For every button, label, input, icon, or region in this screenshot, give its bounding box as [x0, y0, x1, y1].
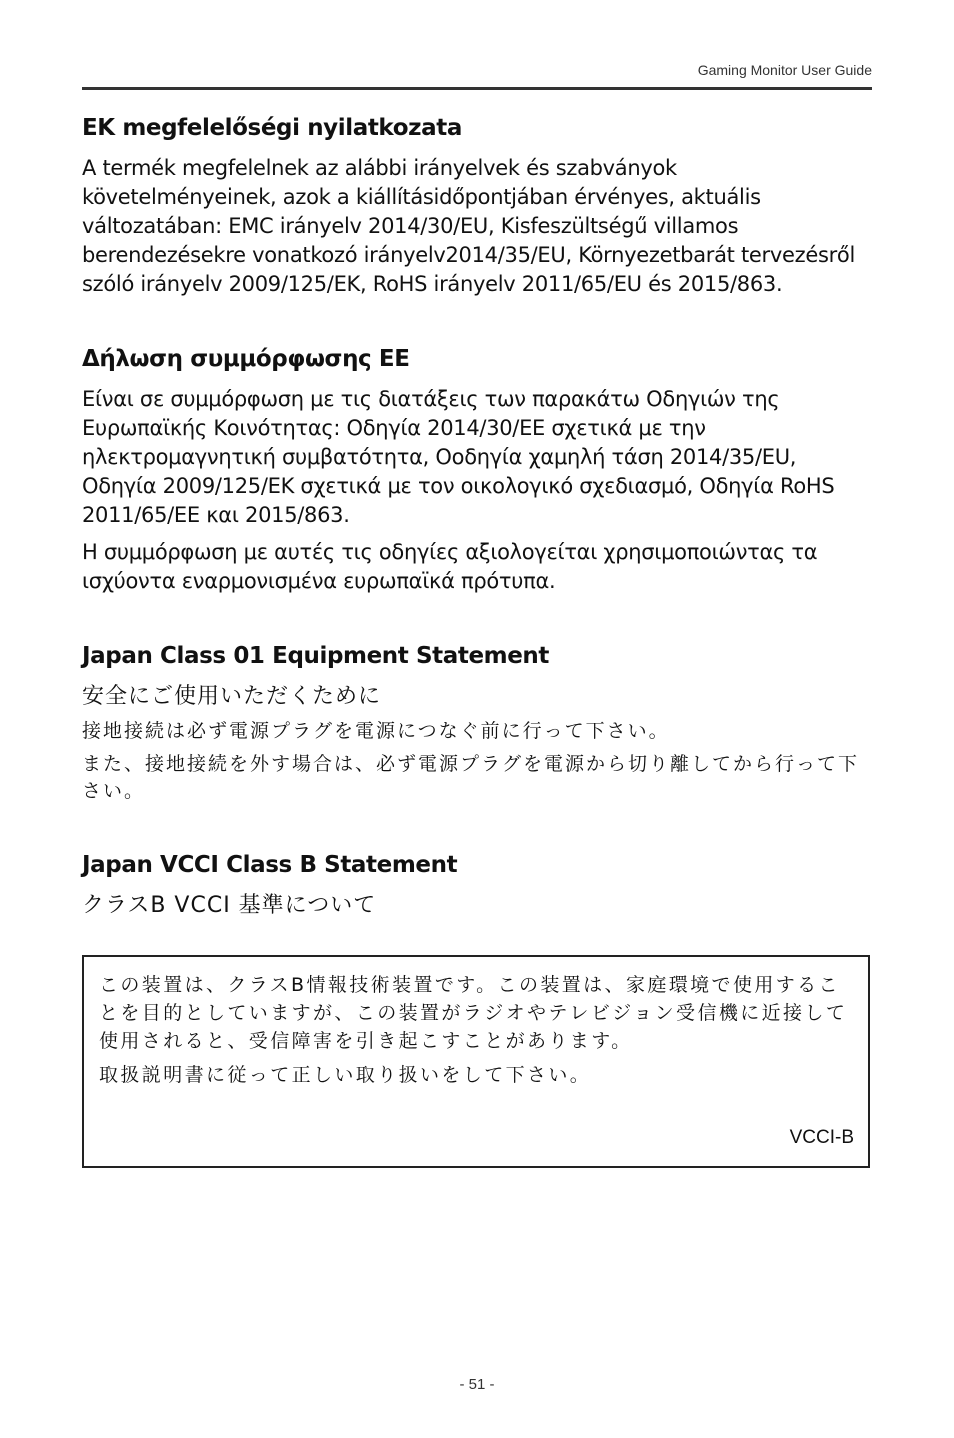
- page-number: - 51 -: [459, 1376, 495, 1393]
- header-rule: [82, 87, 872, 90]
- section-heading: Japan Class 01 Equipment Statement: [82, 643, 549, 669]
- section-paragraph: A termék megfelelnek az alábbi irányelvek és szabványok követelményeinek, azok a kiállításidőpontjában érvényes, aktuális változatában: EMC irányelv 2014/30/EU, Kisfeszültségű villamos berendezésekre vonatkozó irányelv2014/35/EU, Környezetbarát tervezésről szóló irányelv 2009/125/EK, RoHS irányelv 2011/65/EU és 2015/863.: [82, 156, 856, 296]
- japanese-subtitle: クラスB VCCI 基準について: [82, 893, 377, 918]
- japanese-paragraph: 接地接続は必ず電源プラグを電源につなぐ前に行って下さい。: [82, 720, 670, 742]
- page-content: [82, 112, 872, 965]
- japanese-paragraph: また、接地接続を外す場合は、必ず電源プラグを電源から切り離してから行って下さい。: [82, 753, 860, 802]
- section-japan-vcci: [82, 849, 872, 921]
- section-japan-class01: [82, 640, 872, 805]
- vcci-label: VCCI-B: [789, 1127, 854, 1148]
- section-paragraph: Είναι σε συμμόρφωση με τις διατάξεις των παρακάτω Οδηγιών της Ευρωπαϊκής Κοινότητας: Οδηγία 2014/30/ΕΕ σχετικά με την ηλεκτρομαγνητική συμβατότητα, Οοδηγία χαμηλή τάση 2014/35/EU, Οδηγία 2009/125/ΕΚ σχετικά με τον οικολογικό σχεδιασμό, Οδηγία RoHS 2011/65/ΕΕ και 2015/863.: [82, 387, 835, 527]
- section-heading: EK megfelelőségi nyilatkozata: [82, 115, 462, 141]
- section-ek-declaration: [82, 112, 872, 299]
- section-paragraph: Η συμμόρφωση με αυτές τις οδηγίες αξιολογείται χρησιμοποιώντας τα ισχύοντα εναρμονισμένα ευρωπαϊκά πρότυπα.: [82, 540, 818, 593]
- vcci-paragraph: 取扱説明書に従って正しい取り扱いをして下さい。: [99, 1064, 592, 1086]
- section-heading: Δήλωση συμμόρφωσης ΕΕ: [82, 346, 410, 372]
- vcci-paragraph: この装置は、クラスB情報技術装置です。この装置は、家庭環境で使用することを目的としていますが、この装置がラジオやテレビジョン受信機に近接して使用されると、受信障害を引き起こすことがあります。: [99, 974, 848, 1052]
- japanese-subtitle: 安全にご使用いただくために: [82, 684, 382, 709]
- section-greek-declaration: [82, 343, 872, 596]
- running-header: Gaming Monitor User Guide: [697, 62, 872, 78]
- section-heading: Japan VCCI Class B Statement: [82, 852, 458, 878]
- vcci-statement-box: [82, 955, 870, 1168]
